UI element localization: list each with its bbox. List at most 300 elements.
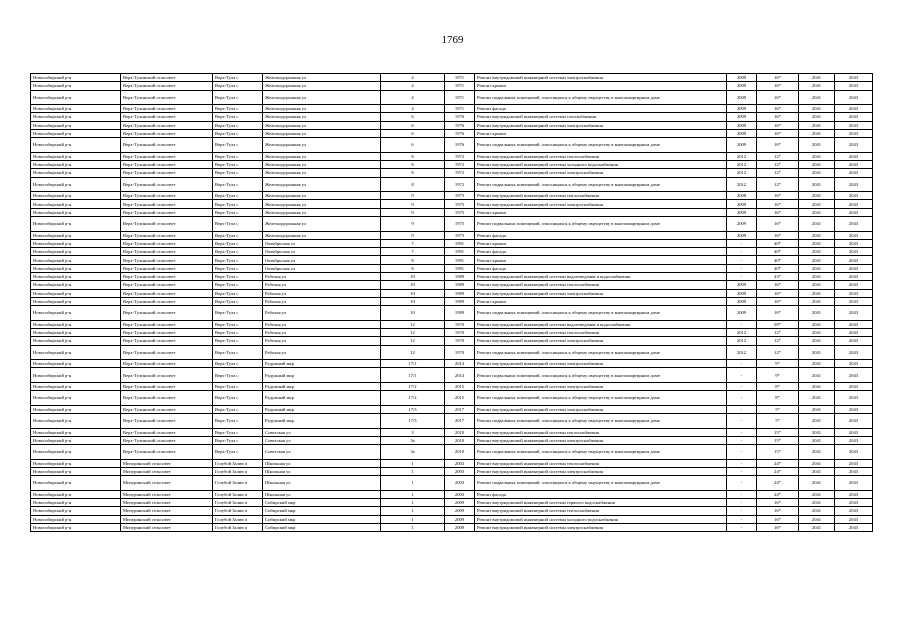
cell-house-number: 17/2 (381, 391, 445, 406)
cell-municipality: Мичуринский сельсовет (121, 507, 213, 515)
cell-build-year: 2010 (445, 436, 475, 444)
cell-municipality: Верх-Тулинский сельсовет (121, 248, 213, 256)
table-row (31, 161, 873, 169)
cell-settlement: Верх-Тула с (213, 208, 263, 216)
table-row (31, 476, 873, 491)
cell-work-type: Ремонт внутридомовой инженерной системы водоотведения и водоснабжения (475, 273, 727, 281)
cell-wear: 15* (757, 436, 799, 444)
cell-wear: 24* (757, 467, 799, 475)
cell-work-type: Ремонт подвальных помещений, относящихся к общему имуществу в многоквартирном доме (475, 476, 727, 491)
cell-work-type: Ремонт внутридомовой инженерной системы теплоснабжения (475, 192, 727, 200)
cell-municipality: Верх-Тулинский сельсовет (121, 320, 213, 328)
cell-wear: 12* (757, 161, 799, 169)
cell-work-type: Ремонт крыши (475, 82, 727, 90)
cell-last-repair-year: - (727, 414, 757, 429)
cell-house-number: 1 (381, 499, 445, 507)
cell-build-year: 1989 (445, 289, 475, 297)
cell-district: Новосибирский р-н (31, 256, 121, 264)
cell-municipality: Верх-Тулинский сельсовет (121, 192, 213, 200)
cell-street: Железнодорожная ул (263, 152, 381, 160)
cell-start-year: 2041 (799, 467, 835, 475)
cell-build-year: 1975 (445, 217, 475, 232)
cell-last-repair-year: 2008 (727, 192, 757, 200)
cell-start-year: 2041 (799, 507, 835, 515)
table-row (31, 82, 873, 90)
cell-house-number: 12 (381, 345, 445, 360)
cell-district: Новосибирский р-н (31, 391, 121, 406)
cell-house-number: 4 (381, 90, 445, 105)
cell-last-repair-year: 2012 (727, 152, 757, 160)
cell-settlement: Верх-Тула с (213, 289, 263, 297)
cell-street: Рабочая ул (263, 289, 381, 297)
cell-district: Новосибирский р-н (31, 436, 121, 444)
cell-district: Новосибирский р-н (31, 248, 121, 256)
cell-last-repair-year: 2012 (727, 345, 757, 360)
cell-wear: 16* (757, 105, 799, 113)
cell-house-number: 6 (381, 121, 445, 129)
cell-wear: 8* (757, 382, 799, 390)
cell-settlement: Верх-Тула с (213, 391, 263, 406)
cell-house-number: 17/3 (381, 414, 445, 429)
cell-start-year: 2041 (799, 382, 835, 390)
table-row (31, 515, 873, 523)
cell-last-repair-year: - (727, 476, 757, 491)
cell-last-repair-year: - (727, 382, 757, 390)
cell-last-repair-year: - (727, 368, 757, 383)
cell-start-year: 2041 (799, 329, 835, 337)
cell-start-year: 2041 (799, 523, 835, 531)
cell-last-repair-year: - (727, 273, 757, 281)
table-row (31, 264, 873, 272)
table-row (31, 113, 873, 121)
cell-last-repair-year: 2012 (727, 337, 757, 345)
cell-street: Радужный мкр (263, 414, 381, 429)
table-body (31, 74, 873, 532)
cell-municipality: Мичуринский сельсовет (121, 476, 213, 491)
cell-district: Новосибирский р-н (31, 177, 121, 192)
cell-wear: 16* (757, 231, 799, 239)
cell-last-repair-year: 2009 (727, 74, 757, 82)
table-row (31, 459, 873, 467)
cell-municipality: Верх-Тулинский сельсовет (121, 273, 213, 281)
cell-municipality: Верх-Тулинский сельсовет (121, 391, 213, 406)
cell-municipality: Верх-Тулинский сельсовет (121, 428, 213, 436)
cell-start-year: 2041 (799, 217, 835, 232)
cell-start-year: 2041 (799, 264, 835, 272)
table-row (31, 499, 873, 507)
cell-end-year: 2043 (835, 467, 873, 475)
cell-last-repair-year: 2009 (727, 231, 757, 239)
cell-municipality: Верх-Тулинский сельсовет (121, 231, 213, 239)
cell-end-year: 2043 (835, 476, 873, 491)
cell-house-number: 1 (381, 523, 445, 531)
cell-wear: 12* (757, 329, 799, 337)
cell-wear: 16* (757, 515, 799, 523)
cell-end-year: 2043 (835, 231, 873, 239)
cell-work-type: Ремонт крыши (475, 256, 727, 264)
cell-house-number: 12 (381, 329, 445, 337)
table-row (31, 523, 873, 531)
cell-settlement: Верх-Тула с (213, 138, 263, 153)
cell-build-year: 2010 (445, 445, 475, 460)
cell-end-year: 2043 (835, 337, 873, 345)
cell-street: Железнодорожная ул (263, 121, 381, 129)
cell-district: Новосибирский р-н (31, 113, 121, 121)
cell-municipality: Верх-Тулинский сельсовет (121, 113, 213, 121)
cell-start-year: 2041 (799, 499, 835, 507)
table-row (31, 121, 873, 129)
cell-start-year: 2041 (799, 281, 835, 289)
cell-street: Рабочая ул (263, 345, 381, 360)
cell-house-number: 12 (381, 320, 445, 328)
cell-house-number: 8 (381, 169, 445, 177)
cell-settlement: Верх-Тула с (213, 74, 263, 82)
cell-settlement: Верх-Тула с (213, 428, 263, 436)
cell-last-repair-year: - (727, 467, 757, 475)
cell-work-type: Ремонт подвальных помещений, относящихся к общему имуществу в многоквартирном доме (475, 414, 727, 429)
table-row (31, 200, 873, 208)
cell-district: Новосибирский р-н (31, 329, 121, 337)
cell-street: Железнодорожная ул (263, 200, 381, 208)
cell-work-type: Ремонт подвальных помещений, относящихся к общему имуществу в многоквартирном доме (475, 138, 727, 153)
cell-settlement: Верх-Тула с (213, 329, 263, 337)
table-row (31, 337, 873, 345)
cell-wear: 16* (757, 281, 799, 289)
cell-last-repair-year: 2009 (727, 82, 757, 90)
cell-build-year: 1972 (445, 161, 475, 169)
cell-wear: 9* (757, 360, 799, 368)
cell-municipality: Верх-Тулинский сельсовет (121, 368, 213, 383)
cell-last-repair-year: 2012 (727, 169, 757, 177)
cell-municipality: Верх-Тулинский сельсовет (121, 138, 213, 153)
cell-start-year: 2041 (799, 129, 835, 137)
table-row (31, 507, 873, 515)
cell-street: Советская ул (263, 436, 381, 444)
cell-wear: 16* (757, 217, 799, 232)
cell-district: Новосибирский р-н (31, 281, 121, 289)
cell-settlement: Верх-Тула с (213, 248, 263, 256)
cell-street: Советская ул (263, 445, 381, 460)
cell-start-year: 2041 (799, 405, 835, 413)
capital-repair-table (30, 73, 873, 532)
cell-house-number: 17/3 (381, 405, 445, 413)
cell-build-year: 1971 (445, 105, 475, 113)
cell-district: Новосибирский р-н (31, 289, 121, 297)
table-row (31, 90, 873, 105)
cell-build-year: 1989 (445, 273, 475, 281)
cell-wear: 12* (757, 177, 799, 192)
cell-work-type: Ремонт внутридомовой инженерной системы теплоснабжения (475, 428, 727, 436)
cell-build-year: 2009 (445, 523, 475, 531)
cell-start-year: 2041 (799, 273, 835, 281)
cell-settlement: Верх-Тула с (213, 177, 263, 192)
cell-work-type: Ремонт подвальных помещений, относящихся к общему имуществу в многоквартирном доме (475, 445, 727, 460)
cell-build-year: 2014 (445, 368, 475, 383)
cell-start-year: 2041 (799, 414, 835, 429)
cell-district: Новосибирский р-н (31, 490, 121, 498)
cell-settlement: Верх-Тула с (213, 297, 263, 305)
cell-wear: 15* (757, 445, 799, 460)
table-row (31, 289, 873, 297)
cell-start-year: 2041 (799, 138, 835, 153)
cell-municipality: Верх-Тулинский сельсовет (121, 82, 213, 90)
cell-last-repair-year: - (727, 515, 757, 523)
cell-house-number: 9 (381, 192, 445, 200)
cell-build-year: 1991 (445, 256, 475, 264)
cell-end-year: 2043 (835, 391, 873, 406)
cell-start-year: 2041 (799, 391, 835, 406)
cell-work-type: Ремонт подвальных помещений, относящихся к общему имуществу в многоквартирном доме (475, 177, 727, 192)
cell-last-repair-year: - (727, 428, 757, 436)
cell-settlement: Верх-Тула с (213, 368, 263, 383)
cell-municipality: Верх-Тулинский сельсовет (121, 281, 213, 289)
cell-last-repair-year: 2009 (727, 129, 757, 137)
cell-end-year: 2043 (835, 289, 873, 297)
cell-municipality: Верх-Тулинский сельсовет (121, 360, 213, 368)
cell-house-number: 10 (381, 306, 445, 321)
cell-house-number: 10 (381, 273, 445, 281)
table-row (31, 248, 873, 256)
cell-house-number: 4 (381, 82, 445, 90)
cell-house-number: 12 (381, 337, 445, 345)
cell-end-year: 2043 (835, 239, 873, 247)
cell-start-year: 2041 (799, 152, 835, 160)
cell-start-year: 2041 (799, 360, 835, 368)
table-row (31, 320, 873, 328)
cell-wear: 16* (757, 499, 799, 507)
cell-end-year: 2043 (835, 177, 873, 192)
cell-street: Железнодорожная ул (263, 105, 381, 113)
cell-wear: 16* (757, 82, 799, 90)
cell-street: Сибирский мкр (263, 523, 381, 531)
cell-build-year: 2017 (445, 405, 475, 413)
cell-settlement: Голубой Залив п (213, 523, 263, 531)
cell-work-type: Ремонт внутридомовой инженерной системы горячего водоснабжения (475, 499, 727, 507)
cell-house-number: 1 (381, 467, 445, 475)
cell-start-year: 2041 (799, 459, 835, 467)
cell-settlement: Верх-Тула с (213, 414, 263, 429)
cell-start-year: 2041 (799, 113, 835, 121)
cell-house-number: 8 (381, 161, 445, 169)
cell-last-repair-year: - (727, 436, 757, 444)
cell-street: Железнодорожная ул (263, 82, 381, 90)
cell-last-repair-year: - (727, 459, 757, 467)
cell-end-year: 2043 (835, 345, 873, 360)
cell-street: Рабочая ул (263, 273, 381, 281)
cell-last-repair-year: 2009 (727, 297, 757, 305)
cell-wear: 58* (757, 320, 799, 328)
cell-street: Сибирский мкр (263, 507, 381, 515)
cell-settlement: Голубой Залив п (213, 467, 263, 475)
table-row (31, 152, 873, 160)
cell-work-type: Ремонт внутридомовой инженерной системы теплоснабжения (475, 152, 727, 160)
table-row (31, 105, 873, 113)
cell-wear: 16* (757, 192, 799, 200)
cell-municipality: Верх-Тулинский сельсовет (121, 436, 213, 444)
cell-build-year: 2010 (445, 428, 475, 436)
cell-wear: 5* (757, 414, 799, 429)
cell-municipality: Верх-Тулинский сельсовет (121, 208, 213, 216)
cell-end-year: 2043 (835, 248, 873, 256)
cell-settlement: Верх-Тула с (213, 231, 263, 239)
cell-work-type: Ремонт крыши (475, 239, 727, 247)
cell-municipality: Верх-Тулинский сельсовет (121, 306, 213, 321)
cell-last-repair-year: - (727, 248, 757, 256)
cell-end-year: 2043 (835, 138, 873, 153)
cell-settlement: Верх-Тула с (213, 405, 263, 413)
table-row (31, 368, 873, 383)
cell-wear: 9* (757, 368, 799, 383)
cell-last-repair-year: - (727, 239, 757, 247)
cell-work-type: Ремонт внутридомовой инженерной системы теплоснабжения (475, 459, 727, 467)
cell-wear: 40* (757, 239, 799, 247)
cell-end-year: 2043 (835, 208, 873, 216)
cell-street: Рабочая ул (263, 320, 381, 328)
cell-street: Школьная ул (263, 459, 381, 467)
cell-last-repair-year: - (727, 523, 757, 531)
table-row (31, 345, 873, 360)
cell-work-type: Ремонт внутридомовой инженерной системы электроснабжения (475, 467, 727, 475)
cell-build-year: 2014 (445, 360, 475, 368)
cell-settlement: Голубой Залив п (213, 459, 263, 467)
cell-end-year: 2043 (835, 445, 873, 460)
cell-district: Новосибирский р-н (31, 445, 121, 460)
cell-end-year: 2043 (835, 329, 873, 337)
table-row (31, 360, 873, 368)
cell-district: Новосибирский р-н (31, 507, 121, 515)
cell-wear: 16* (757, 121, 799, 129)
cell-start-year: 2041 (799, 208, 835, 216)
cell-wear: 16* (757, 113, 799, 121)
cell-street: Железнодорожная ул (263, 113, 381, 121)
cell-wear: 40* (757, 248, 799, 256)
cell-street: Железнодорожная ул (263, 138, 381, 153)
cell-settlement: Голубой Залив п (213, 490, 263, 498)
cell-build-year: 1972 (445, 169, 475, 177)
cell-work-type: Ремонт внутридомовой инженерной системы электроснабжения (475, 121, 727, 129)
cell-street: Железнодорожная ул (263, 74, 381, 82)
table-row (31, 445, 873, 460)
cell-house-number: 10 (381, 281, 445, 289)
cell-municipality: Мичуринский сельсовет (121, 523, 213, 531)
cell-work-type: Ремонт внутридомовой инженерной системы электроснабжения (475, 74, 727, 82)
cell-municipality: Верх-Тулинский сельсовет (121, 329, 213, 337)
cell-start-year: 2041 (799, 74, 835, 82)
cell-work-type: Ремонт внутридомовой инженерной системы электроснабжения (475, 382, 727, 390)
cell-district: Новосибирский р-н (31, 273, 121, 281)
cell-street: Радужный мкр (263, 360, 381, 368)
cell-municipality: Мичуринский сельсовет (121, 459, 213, 467)
cell-start-year: 2041 (799, 476, 835, 491)
cell-work-type: Ремонт внутридомовой инженерной системы теплоснабжения (475, 329, 727, 337)
table-row (31, 405, 873, 413)
cell-district: Новосибирский р-н (31, 428, 121, 436)
cell-last-repair-year: 2012 (727, 177, 757, 192)
cell-house-number: 3а (381, 436, 445, 444)
cell-district: Новосибирский р-н (31, 161, 121, 169)
table-row (31, 256, 873, 264)
cell-build-year: 2015 (445, 391, 475, 406)
cell-street: Радужный мкр (263, 368, 381, 383)
cell-wear: 16* (757, 289, 799, 297)
cell-wear: 5* (757, 405, 799, 413)
cell-house-number: 7 (381, 248, 445, 256)
cell-municipality: Верх-Тулинский сельсовет (121, 345, 213, 360)
cell-last-repair-year: 2012 (727, 329, 757, 337)
cell-wear: 12* (757, 152, 799, 160)
cell-build-year: 1989 (445, 281, 475, 289)
cell-build-year: 2009 (445, 515, 475, 523)
cell-build-year: 2003 (445, 476, 475, 491)
cell-street: Железнодорожная ул (263, 231, 381, 239)
cell-settlement: Верх-Тула с (213, 306, 263, 321)
cell-house-number: 9 (381, 217, 445, 232)
cell-street: Железнодорожная ул (263, 192, 381, 200)
cell-last-repair-year: 2009 (727, 121, 757, 129)
cell-district: Новосибирский р-н (31, 459, 121, 467)
cell-wear: 16* (757, 129, 799, 137)
cell-last-repair-year: 2009 (727, 306, 757, 321)
cell-build-year: 1989 (445, 297, 475, 305)
cell-house-number: 8 (381, 152, 445, 160)
cell-wear: 24* (757, 476, 799, 491)
cell-municipality: Верх-Тулинский сельсовет (121, 289, 213, 297)
cell-house-number: 9 (381, 200, 445, 208)
cell-municipality: Мичуринский сельсовет (121, 490, 213, 498)
cell-wear: 40* (757, 264, 799, 272)
cell-settlement: Верх-Тула с (213, 217, 263, 232)
cell-house-number: 1 (381, 476, 445, 491)
cell-settlement: Голубой Залив п (213, 507, 263, 515)
cell-start-year: 2041 (799, 82, 835, 90)
cell-house-number: 6 (381, 129, 445, 137)
cell-work-type: Ремонт фасада (475, 248, 727, 256)
cell-end-year: 2043 (835, 82, 873, 90)
cell-start-year: 2041 (799, 161, 835, 169)
cell-last-repair-year: - (727, 490, 757, 498)
cell-municipality: Верх-Тулинский сельсовет (121, 121, 213, 129)
table-row (31, 208, 873, 216)
cell-start-year: 2041 (799, 169, 835, 177)
cell-last-repair-year: 2012 (727, 161, 757, 169)
cell-start-year: 2041 (799, 345, 835, 360)
cell-municipality: Верх-Тулинский сельсовет (121, 105, 213, 113)
cell-wear: 12* (757, 345, 799, 360)
cell-district: Новосибирский р-н (31, 405, 121, 413)
cell-settlement: Голубой Залив п (213, 499, 263, 507)
cell-wear: 15* (757, 428, 799, 436)
cell-start-year: 2041 (799, 192, 835, 200)
cell-build-year: 1975 (445, 231, 475, 239)
cell-district: Новосибирский р-н (31, 382, 121, 390)
cell-street: Железнодорожная ул (263, 161, 381, 169)
cell-house-number: 3 (381, 428, 445, 436)
cell-street: Железнодорожная ул (263, 177, 381, 192)
cell-district: Новосибирский р-н (31, 345, 121, 360)
cell-street: Школьная ул (263, 467, 381, 475)
cell-start-year: 2041 (799, 436, 835, 444)
cell-build-year: 1971 (445, 74, 475, 82)
cell-end-year: 2043 (835, 523, 873, 531)
cell-build-year: 2003 (445, 467, 475, 475)
cell-district: Новосибирский р-н (31, 74, 121, 82)
cell-municipality: Верх-Тулинский сельсовет (121, 264, 213, 272)
cell-build-year: 1971 (445, 90, 475, 105)
cell-district: Новосибирский р-н (31, 523, 121, 531)
cell-street: Рабочая ул (263, 329, 381, 337)
cell-build-year: 1970 (445, 329, 475, 337)
cell-municipality: Верх-Тулинский сельсовет (121, 337, 213, 345)
